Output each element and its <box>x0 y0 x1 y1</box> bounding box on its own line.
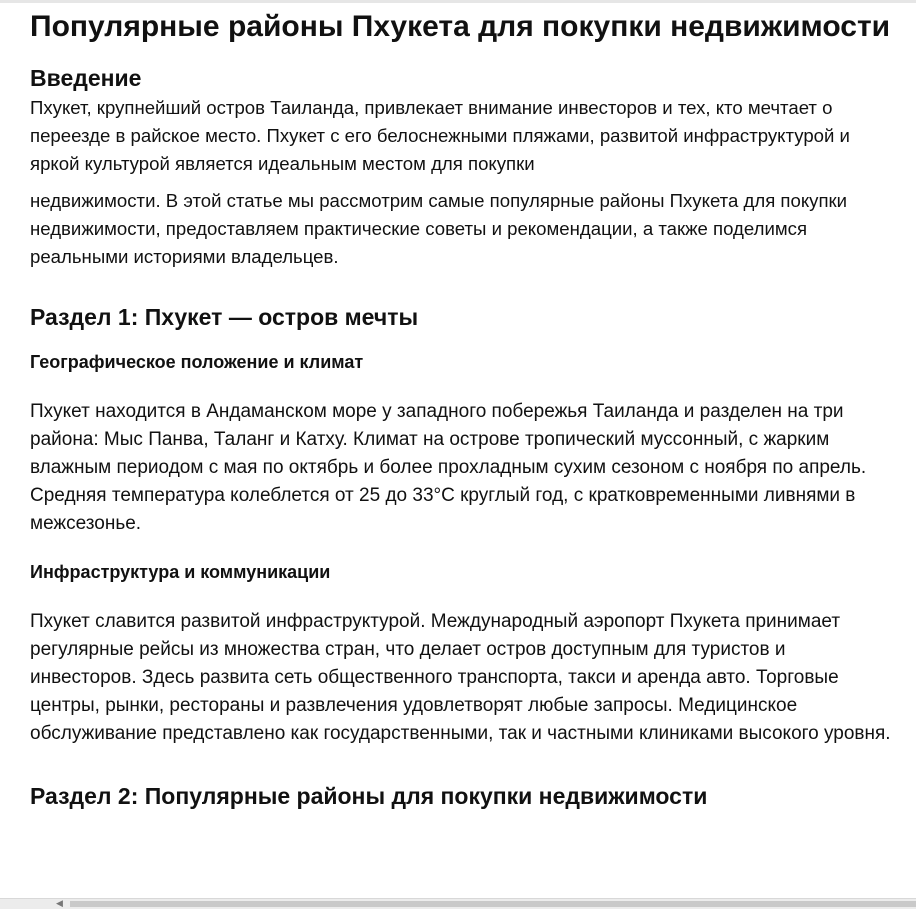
section1-heading: Раздел 1: Пхукет — остров мечты <box>30 304 419 330</box>
intro-heading: Введение <box>30 65 142 91</box>
scrollbar-thumb[interactable] <box>70 901 916 907</box>
intro-paragraph-part1: Пхукет, крупнейший остров Таиланда, привлекает внимание инвесторов и тех, кто мечтает о переезде в райское место. Пхукет с его белоснежными пляжами, развитой инфраструктурой и яркой культурой является идеальным местом для покупки <box>30 97 850 174</box>
horizontal-scrollbar[interactable] <box>0 898 916 909</box>
chevron-left-icon[interactable]: ◀ <box>56 898 63 908</box>
intro-paragraph <box>30 94 896 271</box>
top-border <box>0 0 916 3</box>
infra-heading: Инфраструктура и коммуникации <box>30 562 331 582</box>
intro-paragraph-part2: недвижимости. В этой статье мы рассмотрим самые популярные районы Пхукета для покупки недвижимости, предоставляем практические советы и рекомендации, а также поделимся реальными историями владельцев. <box>30 190 848 267</box>
geo-paragraph: Пхукет находится в Андаманском море у западного побережья Таиланда и разделен на три района: Мыс Панва, Таланг и Катху. Климат на острове тропический муссонный, с жарким влажным периодом с мая по октябрь и более прохладным сухим сезоном с ноября по апрель. Средняя температура колеблется от 25 до 33°C круглый год, с кратковременными ливнями в межсезонье. <box>30 401 867 534</box>
infra-paragraph: Пхукет славится развитой инфраструктурой. Международный аэропорт Пхукета принимает регулярные рейсы из множества стран, что делает остров доступным для туристов и инвесторов. Здесь развита сеть общественного транспорта, такси и аренда авто. Торговые центры, рынки, рестораны и развлечения удовлетворят любые запросы. Медицинское обслуживание представлено как государственными, так и частными клиниками высокого уровня. <box>30 611 891 744</box>
section2-heading: Раздел 2: Популярные районы для покупки недвижимости <box>30 783 708 809</box>
geo-heading: Географическое положение и климат <box>30 352 364 372</box>
article <box>30 4 896 813</box>
page-title: Популярные районы Пхукета для покупки недвижимости <box>30 10 891 43</box>
